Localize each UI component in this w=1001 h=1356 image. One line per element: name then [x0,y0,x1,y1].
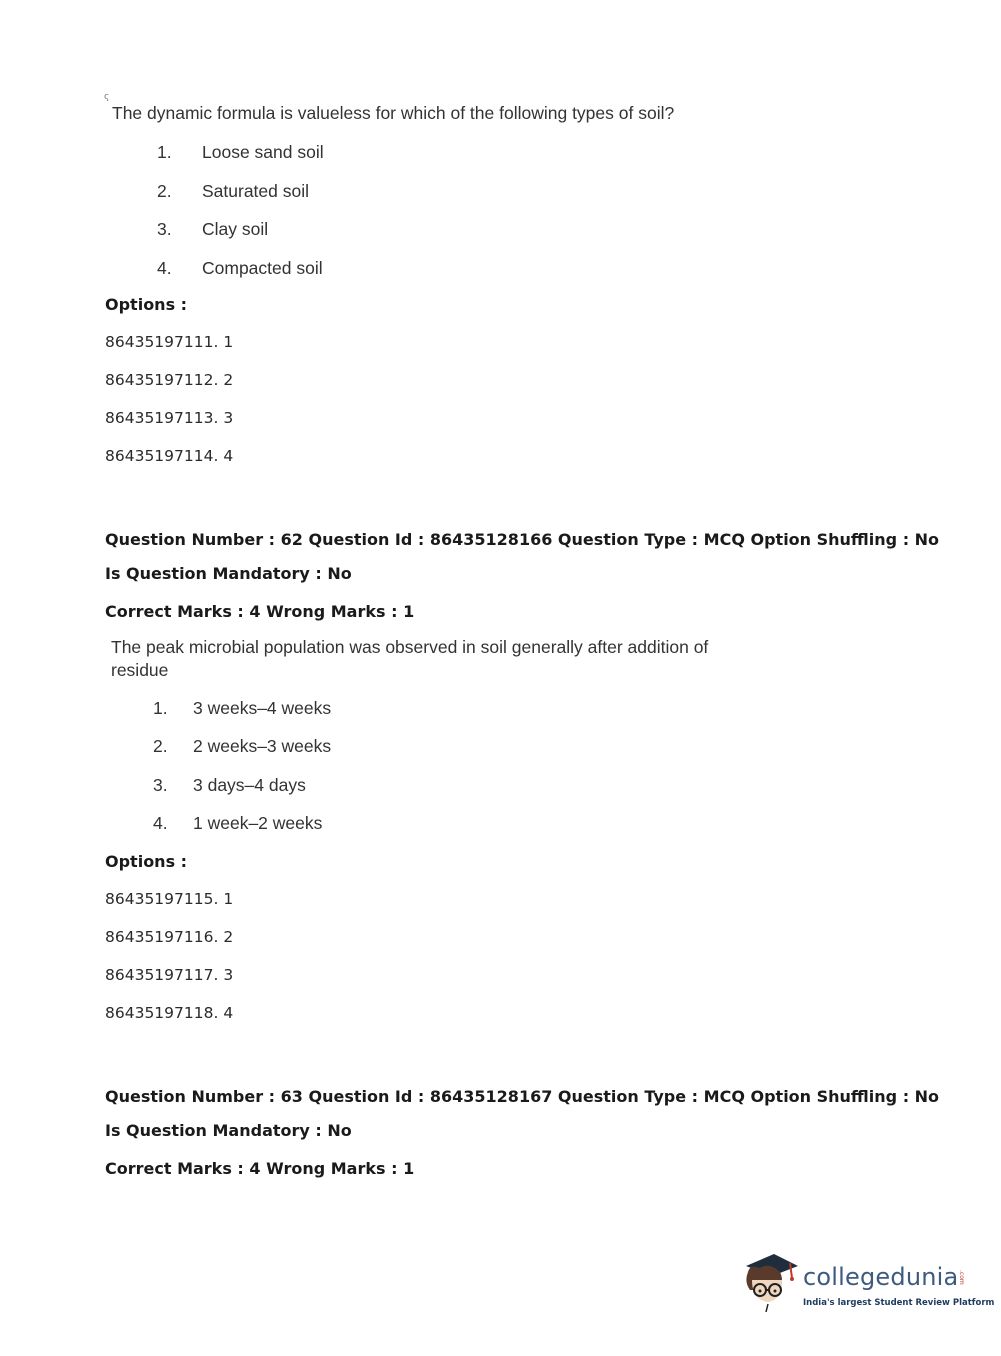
options-label: Options : [105,295,188,314]
question-61-choice-2 [157,181,309,202]
choice-label: 1 week–2 weeks [193,813,323,833]
option-id: 86435197116. 2 [105,928,234,946]
choice-number: 1. [157,142,172,162]
question-62-mandatory: Is Question Mandatory : No [105,564,352,583]
question-63-marks: Correct Marks : 4 Wrong Marks : 1 [105,1159,415,1178]
choice-number: 1. [153,698,168,718]
choice-number: 4. [157,258,172,278]
question-62-choice-2 [153,736,331,757]
choice-label: Clay soil [202,219,269,239]
choice-label: 3 days–4 days [193,775,306,795]
option-id: 86435197112. 2 [105,371,234,389]
question-61-choice-1 [157,142,324,163]
question-62-choice-4 [153,813,322,834]
choice-number: 2. [153,736,168,756]
option-id: 86435197113. 3 [105,409,234,427]
choice-label: Saturated soil [202,181,310,201]
choice-number: 2. [157,181,172,201]
choice-number: 3. [157,219,172,239]
option-id: 86435197111. 1 [105,333,234,351]
question-62-text-line-1: The peak microbial population was observed in soil generally after addition of [111,637,709,657]
choice-label: Compacted soil [202,258,323,278]
option-id: 86435197115. 1 [105,890,234,908]
question-62-choice-1 [153,698,331,719]
question-62-choice-3 [153,775,306,796]
logo-suffix: .com [958,1270,965,1285]
question-61-choice-3 [157,219,268,240]
question-62-marks: Correct Marks : 4 Wrong Marks : 1 [105,602,415,621]
choice-label: Loose sand soil [202,142,324,162]
tick-mark: ς [104,92,110,102]
question-63-mandatory: Is Question Mandatory : No [105,1121,352,1140]
question-62-text-line-2: residue [111,660,169,680]
choice-label: 2 weeks–3 weeks [193,736,332,756]
option-id: 86435197118. 4 [105,1004,234,1022]
question-61-choice-4 [157,258,323,279]
choice-number: 3. [153,775,168,795]
collegedunia-logo-mascot-icon [740,1250,800,1316]
question-62-header: Question Number : 62 Question Id : 86435128166 Question Type : MCQ Option Shuffling : No [105,530,940,549]
choice-number: 4. [153,813,168,833]
logo-wordmark: collegedunia [803,1263,959,1291]
question-63-header: Question Number : 63 Question Id : 86435128167 Question Type : MCQ Option Shuffling : No [105,1087,940,1106]
option-id: 86435197114. 4 [105,447,234,465]
option-id: 86435197117. 3 [105,966,234,984]
choice-label: 3 weeks–4 weeks [193,698,332,718]
logo-tagline: India's largest Student Review Platform [803,1298,995,1308]
options-label: Options : [105,852,188,871]
question-61-text: The dynamic formula is valueless for which of the following types of soil? [112,103,675,123]
